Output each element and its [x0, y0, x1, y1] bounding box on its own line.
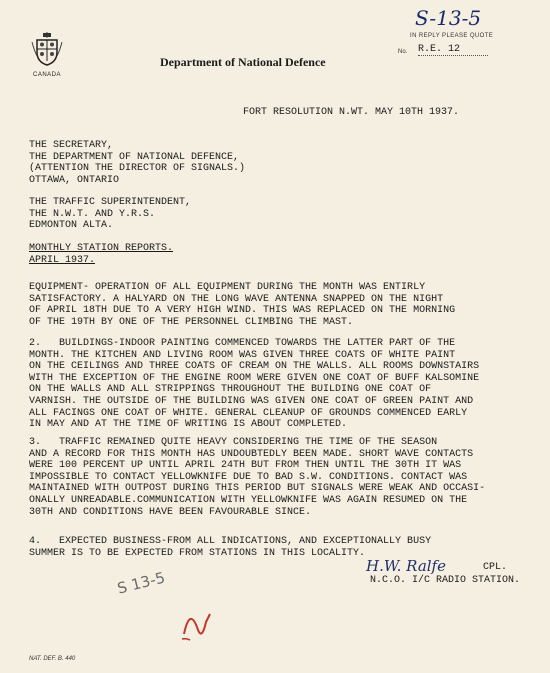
handwritten-signature: H.W. Ralfe	[366, 557, 446, 575]
coat-of-arms-icon	[30, 32, 64, 66]
signature-rank: CPL.	[483, 562, 508, 573]
form-code: NAT. DEF. B. 440	[29, 656, 76, 662]
copy-to-block: THE TRAFFIC SUPERINTENDENT, THE N.W.T. AND Y.R.S. EDMONTON ALTA.	[29, 197, 192, 232]
red-pencil-check-mark	[178, 600, 238, 642]
reference-number-label: No.	[398, 49, 408, 55]
signature-title: N.C.O. I/C RADIO STATION.	[370, 575, 521, 586]
date-line: FORT RESOLUTION N.WT. MAY 10TH 1937.	[243, 107, 460, 118]
paragraph-equipment: EQUIPMENT- OPERATION OF ALL EQUIPMENT DURING THE MONTH WAS ENTIRLY SATISFACTORY. A HALYARD ON THE LONG WAVE ANTENNA SNAPPED ON THE NIGHT OF APRIL 18TH DUE TO A VERY HIGH WIND. THIS WAS REPLACED ON THE MORNING OF THE 19TH BY ONE OF THE PERSONNEL CLIMBING THE MAST.	[29, 282, 456, 328]
reference-number-value: R.E. 12	[418, 44, 488, 56]
paragraph-business: 4. EXPECTED BUSINESS-FROM ALL INDICATIONS, AND EXCEPTIONALLY BUSY SUMMER IS TO BE EXPECTED FROM STATIONS IN THIS LOCALITY.	[29, 536, 432, 559]
addressee-block: THE SECRETARY, THE DEPARTMENT OF NATIONAL DEFENCE, (ATTENTION THE DIRECTOR OF SIGNALS.) OTTAWA, ONTARIO	[29, 140, 246, 186]
paragraph-traffic: 3. TRAFFIC REMAINED QUITE HEAVY CONSIDERING THE TIME OF THE SEASON AND A RECORD FOR THIS MONTH HAS UNDOUBTEDLY BEEN MADE. SHORT WAVE CONTACTS WERE 100 PERCENT UP UNTIL APRIL 24TH BUT FROM THEN UNTIL THE 30TH IT WAS IMPOSSIBLE TO CONTACT YELLOWKNIFE DUE TO BAD S.W. CONDITIONS. CONTACT WAS MAINTAINED WITH OUTPOST DURING THIS PERIOD BUT SIGNALS WERE WEAK AND OCCASI- ONALLY UNREADABLE.COMMUNICATION WITH YELLOWKNIFE WAS AGAIN RESUMED ON THE 30TH AND CONDITIONS HAVE BEEN FAVOURABLE SINCE.	[29, 437, 486, 518]
subject-block: MONTHLY STATION REPORTS. APRIL 1937.	[29, 243, 174, 266]
canada-label: CANADA	[33, 72, 62, 78]
pencil-file-note: S 13-5	[115, 568, 167, 598]
paragraph-buildings: 2. BUILDINGS-INDOOR PAINTING COMMENCED TOWARDS THE LATTER PART OF THE MONTH. THE KITCHEN AND LIVING ROOM WAS GIVEN THREE COATS OF WHITE PAINT ON THE CEILINGS AND THREE COATS OF CREAM ON THE WALLS. ALL ROOMS DOWNSTAIRS WITH THE EXCEPTION OF THE ENGINE ROOM WERE GIVEN ONE COAT OF BUFF KALSOMINE ON THE WALLS AND ALL STRIPPINGS THROUGHOUT THE BUILDING ONE COAT OF VARNISH. THE OUTSIDE OF THE BUILDING WAS GIVEN ONE COAT OF GREEN PAINT AND ALL FACINGS ONE COAT OF WHITE. GENERAL CLEANUP OF GROUNDS COMMENCED EARLY IN MAY AND AT THE TIME OF WRITING IS ABOUT COMPLETED.	[29, 338, 480, 431]
department-heading: Department of National Defence	[160, 55, 326, 69]
handwritten-file-reference: S-13-5	[415, 6, 482, 30]
reply-quote-prompt: IN REPLY PLEASE QUOTE	[410, 33, 494, 39]
